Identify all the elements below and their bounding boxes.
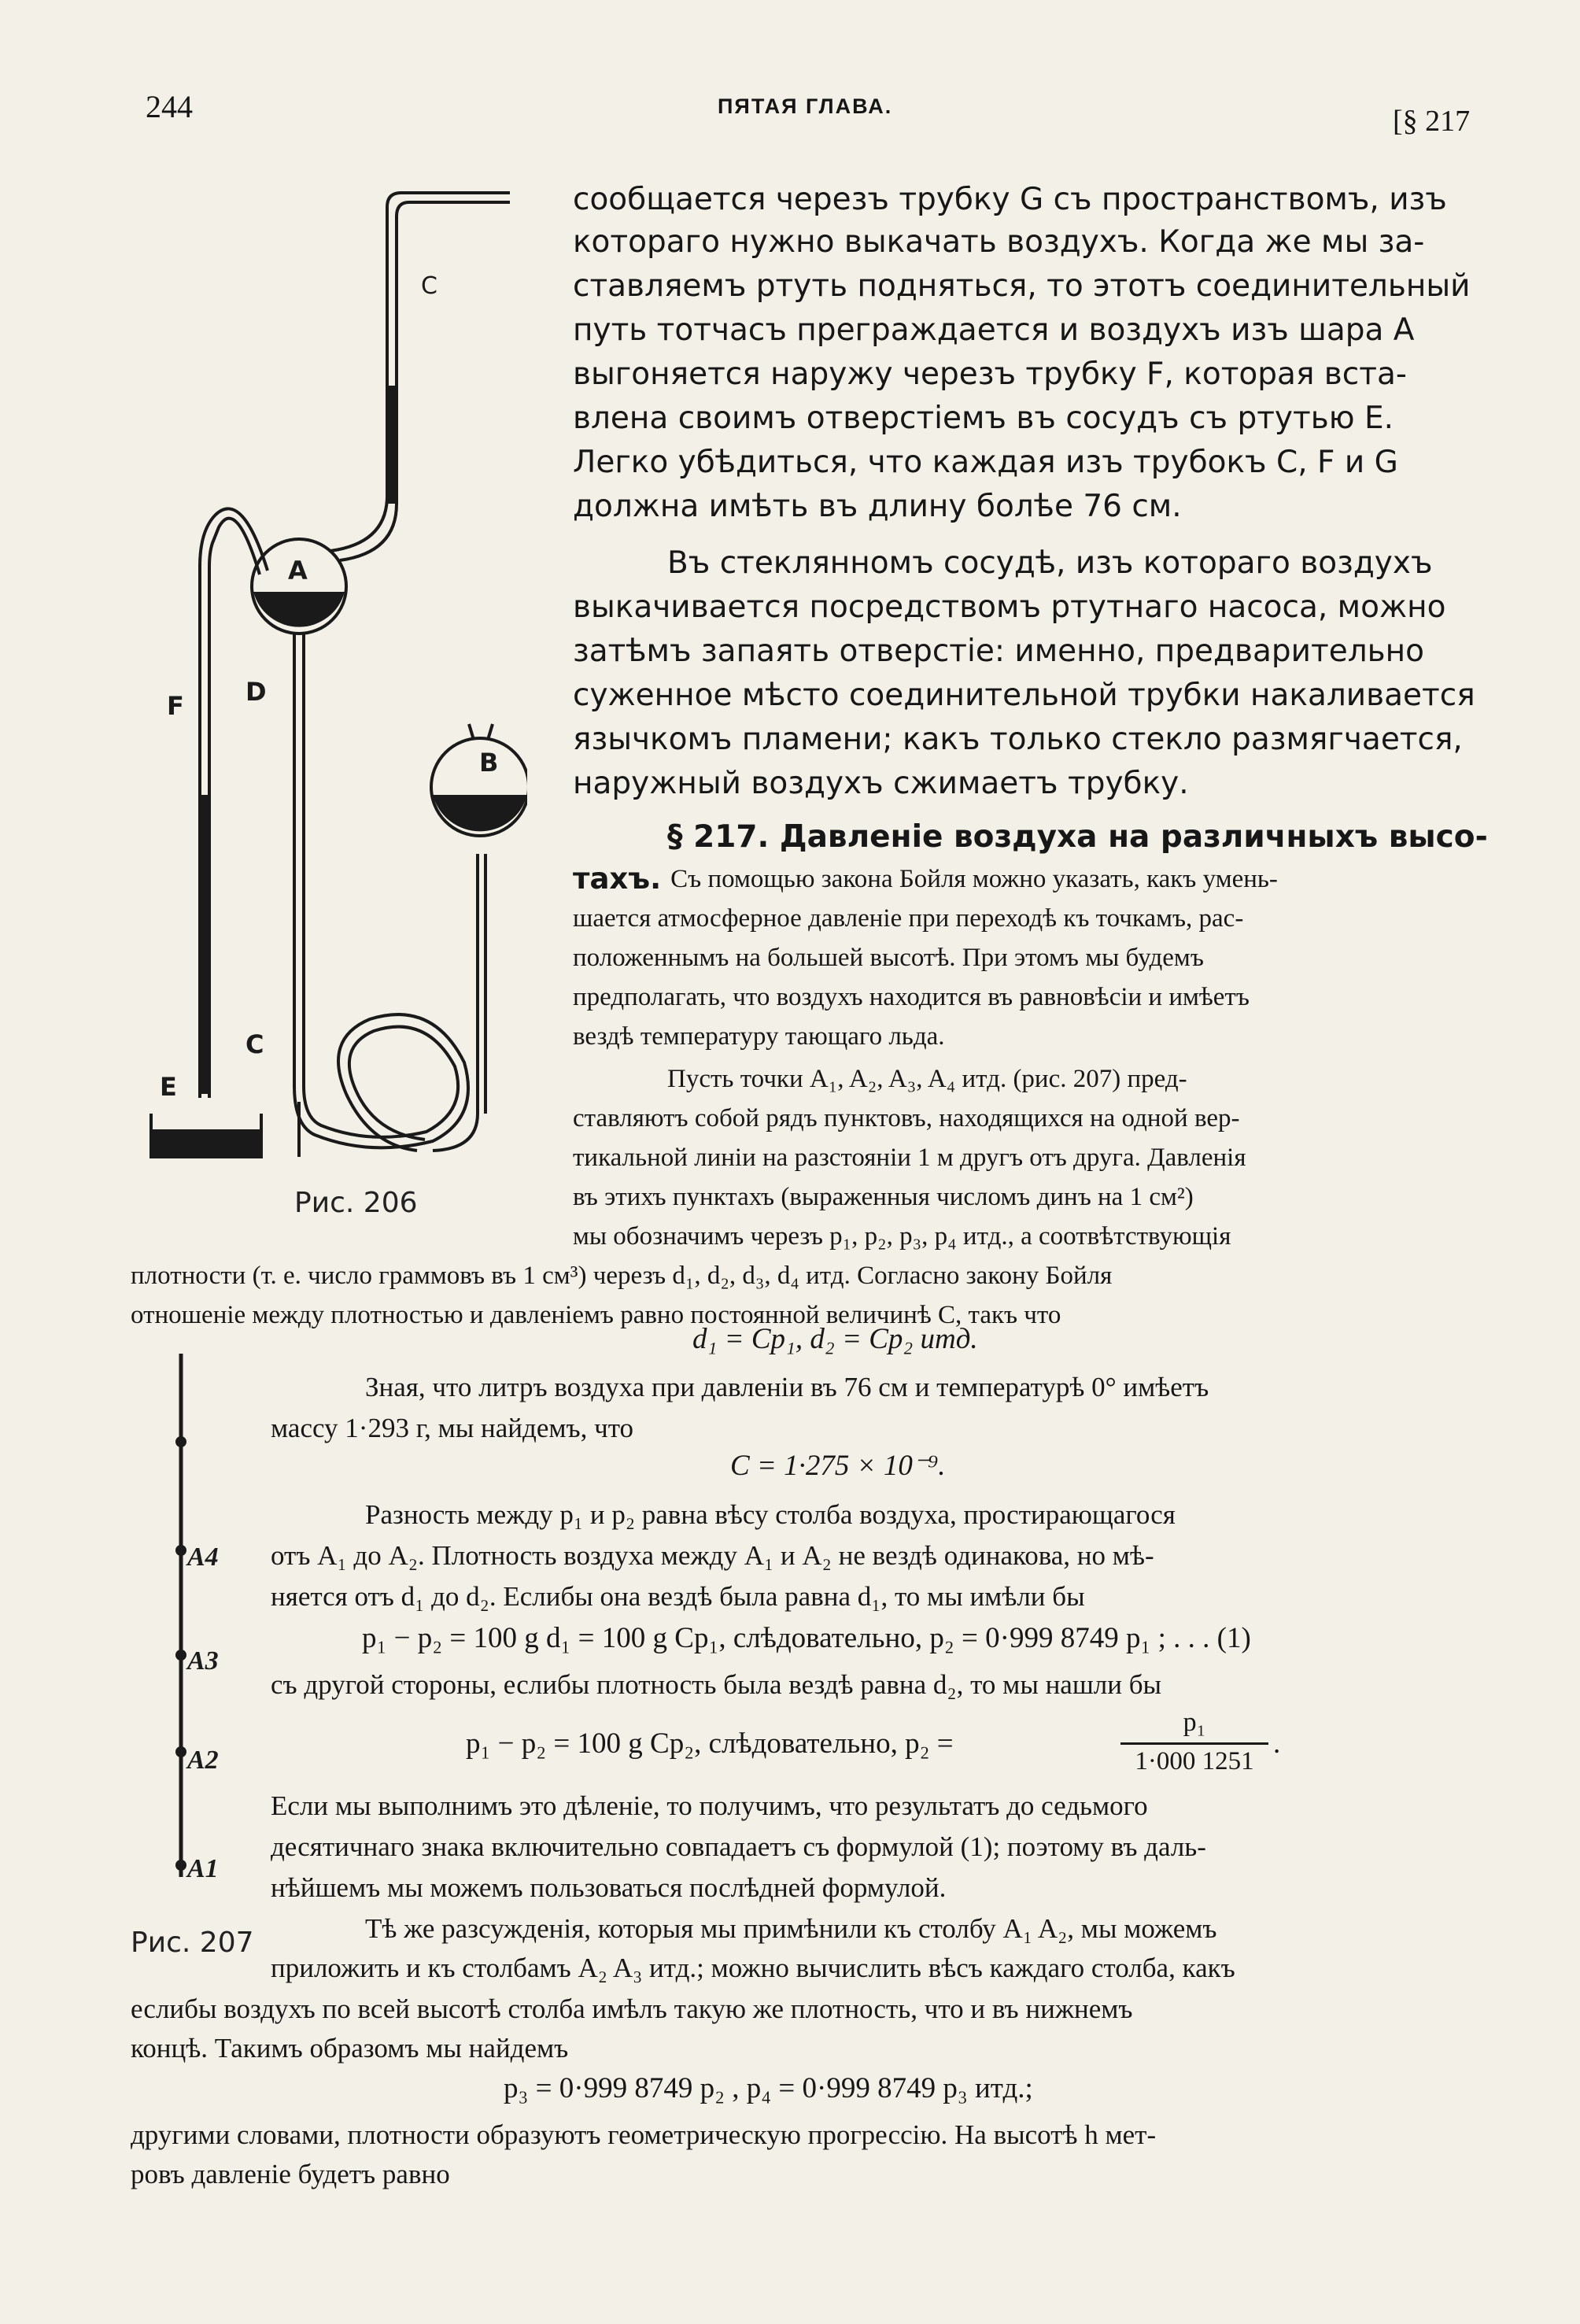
text-line: приложить и къ столбамъ A₂ A₃ итд.; можно вычислить вѣсъ каждаго столба, какъ — [271, 1953, 1235, 1983]
text-line: массу 1·293 г, мы найдемъ, что — [271, 1413, 634, 1443]
text-line: влена своимъ отверстіемъ въ сосудъ съ ртутью E. — [573, 401, 1394, 436]
equation-2-numerator: p₁ — [1183, 1708, 1206, 1737]
text-line: вездѣ температуру тающаго льда. — [573, 1022, 945, 1051]
text-line: отъ A₁ до A₂. Плотность воздуха между A₁ и A₂ не вездѣ одинакова, но мѣ- — [271, 1540, 1154, 1571]
equation-2-denominator: 1·000 1251 — [1135, 1747, 1254, 1775]
figure-206-label-e: E — [160, 1072, 177, 1102]
text-line: путь тотчасъ преграждается и воздухъ изъ шара A — [573, 312, 1415, 348]
chapter-title: ПЯТАЯ ГЛАВА. — [718, 94, 893, 118]
text-line: сообщается черезъ трубку G съ пространствомъ, изъ — [573, 182, 1447, 217]
text-line: другими словами, плотности образуютъ геометрическую прогрессію. На высотѣ h мет- — [131, 2119, 1157, 2150]
section-heading: § 217. Давленіе воздуха на различныхъ высо- — [667, 819, 1488, 855]
equation-2-left: p₁ − p₂ = 100 g Cp₂, слѣдовательно, p₂ = — [466, 1727, 954, 1760]
figure-206-label-g: C — [421, 272, 437, 300]
equation-constant: C = 1·275 × 10⁻⁹. — [730, 1450, 946, 1482]
figure-206-label-f: F — [167, 691, 184, 721]
figure-207-caption: Рис. 207 — [131, 1927, 254, 1959]
text-line: десятичнаго знака включительно совпадаетъ съ формулой (1); поэтому въ даль- — [271, 1831, 1206, 1862]
figure-207-label-a3: A3 — [187, 1646, 219, 1676]
text-line: должна имѣть въ длину болѣе 76 см. — [573, 489, 1182, 524]
text-line: Пусть точки A₁, A₂, A₃, A₄ итд. (рис. 207) пред- — [667, 1065, 1187, 1093]
text-line: язычкомъ пламени; какъ только стекло размягчается, — [573, 722, 1463, 757]
text-line: нѣйшемъ мы можемъ пользоваться послѣдней формулой. — [271, 1872, 947, 1903]
text-line: тахъ. Съ помощью закона Бойля можно указать, какъ умень- — [573, 862, 1278, 896]
equation-1: p₁ − p₂ = 100 g d₁ = 100 g Cp₁, слѣдовательно, p₂ = 0·999 8749 p₁ ; . . . (1) — [362, 1622, 1251, 1654]
text-line: въ этихъ пунктахъ (выраженныя числомъ динъ на 1 см²) — [573, 1183, 1194, 1211]
text-line: Если мы выполнимъ это дѣленіе, то получимъ, что результатъ до седьмого — [271, 1790, 1148, 1821]
text-line: предполагать, что воздухъ находится въ равновѣсіи и имѣетъ — [573, 983, 1250, 1011]
figure-207-vertical-points — [157, 1346, 228, 1889]
equation-density: d₁ = Cp₁, d₂ = Cp₂ итд. — [692, 1323, 978, 1355]
text-line: суженное мѣсто соединительной трубки накаливается — [573, 678, 1475, 713]
text-line: Разность между p₁ и p₂ равна вѣсу столба воздуха, простирающагося — [365, 1499, 1176, 1530]
equation-pressures: p₃ = 0·999 8749 p₂ , p₄ = 0·999 8749 p₃ итд.; — [504, 2072, 1033, 2104]
text-line: шается атмосферное давленіе при переходѣ къ точкамъ, рас- — [573, 904, 1244, 933]
text-line: плотности (т. е. число граммовъ въ 1 см³) черезъ d₁, d₂, d₃, d₄ итд. Согласно закону Бойля — [131, 1262, 1113, 1290]
text-line: Зная, что литръ воздуха при давленіи въ 76 см и температурѣ 0° имѣетъ — [365, 1372, 1209, 1402]
figure-206-caption: Рис. 206 — [294, 1187, 418, 1219]
text-line: Тѣ же разсужденія, которыя мы примѣнили къ столбу A₁ A₂, мы можемъ — [365, 1913, 1217, 1944]
figure-206-label-d: D — [245, 677, 267, 707]
text-line: Легко убѣдиться, что каждая изъ трубокъ C, F и G — [573, 445, 1398, 480]
text-line: котораго нужно выкачать воздухъ. Когда же мы за- — [573, 224, 1425, 260]
figure-207-label-a2: A2 — [187, 1746, 219, 1775]
figure-206-label-c: C — [245, 1029, 264, 1059]
text-line: затѣмъ запаять отверстіе: именно, предварительно — [573, 634, 1424, 669]
text-line: ставляемъ ртуть подняться, то этотъ соединительный — [573, 268, 1471, 304]
figure-207-label-a4: A4 — [187, 1543, 219, 1572]
text-line: мы обозначимъ черезъ p₁, p₂, p₃, p₄ итд., а соотвѣтствующія — [573, 1222, 1231, 1251]
page-number: 244 — [146, 89, 193, 124]
text-line: выгоняется наружу черезъ трубку F, которая вста- — [573, 357, 1407, 392]
text-line: съ другой стороны, еслибы плотность была вездѣ равна d₂, то мы нашли бы — [271, 1669, 1162, 1700]
text-line: положеннымъ на большей высотѣ. При этомъ мы будемъ — [573, 944, 1204, 972]
figure-206-label-b: B — [479, 748, 499, 778]
text-line: няется отъ d₁ до d₂. Еслибы она вездѣ была равна d₁, то мы имѣли бы — [271, 1581, 1085, 1612]
text-line: Въ стеклянномъ сосудѣ, изъ котораго воздухъ — [667, 545, 1433, 581]
section-marker: [§ 217 — [1393, 105, 1471, 138]
figure-207-label-a1: A1 — [187, 1854, 219, 1883]
text-line: наружный воздухъ сжимаетъ трубку. — [573, 766, 1189, 801]
text-line: ровъ давленіе будетъ равно — [131, 2159, 450, 2189]
text-line: отношеніе между плотностью и давленіемъ равно постоянной величинѣ C, такъ что — [131, 1301, 1061, 1329]
text-line: еслибы воздухъ по всей высотѣ столба имѣлъ такую же плотность, что и въ нижнемъ — [131, 1993, 1133, 2024]
fraction-bar — [1120, 1742, 1268, 1745]
text-line: тикальной линіи на разстояніи 1 м другъ отъ друга. Давленія — [573, 1144, 1246, 1172]
figure-206-label-a: A — [288, 556, 308, 586]
equation-2-end: . — [1273, 1727, 1281, 1760]
equation-2 — [466, 1727, 954, 1761]
text-line: ставляютъ собой рядъ пунктовъ, находящихся на одной вер- — [573, 1104, 1240, 1132]
figure-206-mercury-pump — [134, 181, 527, 1196]
text-line: концѣ. Такимъ образомъ мы найдемъ — [131, 2033, 569, 2064]
text-line: выкачивается посредствомъ ртутнаго насоса, можно — [573, 589, 1446, 625]
